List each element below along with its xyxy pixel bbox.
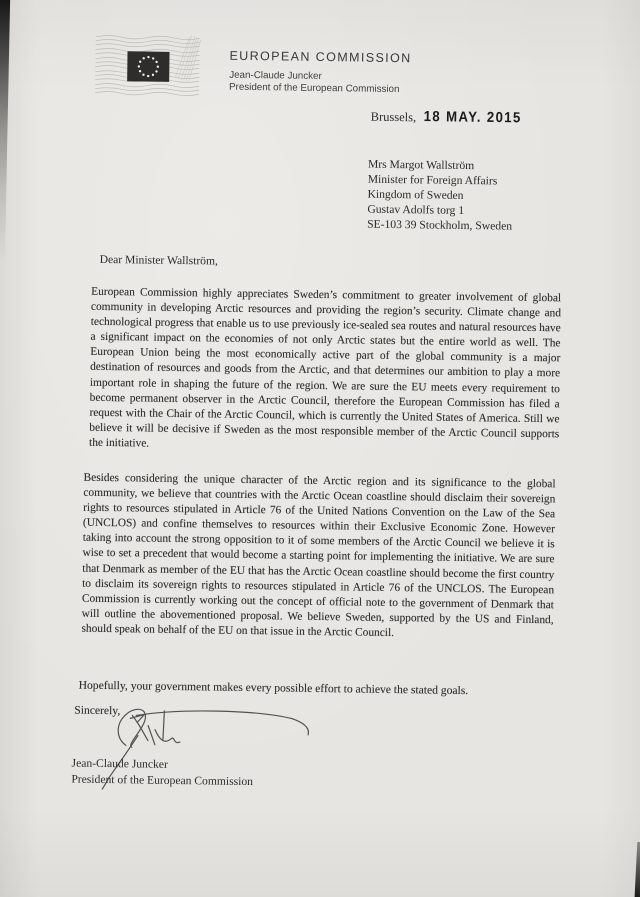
scan-edge-artifact-bottom-right	[634, 842, 640, 897]
recipient-address	[367, 157, 513, 234]
sender-block	[229, 70, 400, 95]
sender-title: President of the European Commission	[228, 81, 400, 95]
valediction: Sincerely,	[74, 703, 121, 718]
letterhead-graphic	[93, 31, 224, 101]
sender-name: Jean-Claude Juncker	[229, 69, 322, 82]
signer-title: President of the European Commission	[71, 772, 254, 788]
signer-block	[71, 756, 253, 790]
body-paragraph-1: European Commission highly appreciates Sweden’s commitment to greater involvement of global community in developing Arctic resources and providing the region’s security. Climate change and technological progress that enable us to use previously ice-sealed sea routes and natural resources have a significant impact on the economies of not only Arctic states but the entire world as well. The European Union being the most economically active part of the global community is a major destination of resources and goods from the Arctic, and that determines our ambition to play a more important role in shaping the future of the region. We are sure the EU meets every requirement to become permanent observer in the Arctic Council, therefore the European Commission has filed a request with the Chair of the Arctic Council, which is currently the United States of America. Still we believe it will be decisive if Sweden as the most responsible member of the Arctic Council supports the initiative.	[88, 285, 562, 450]
recipient-city: SE-103 39 Stockholm, Sweden	[367, 217, 513, 233]
recipient-country: Kingdom of Sweden	[367, 187, 464, 202]
body-paragraph-2: Besides considering the unique character of the Arctic region and its significance to the global community, we believe that countries with the Arctic Ocean coastline should disclaim their sovereign rights to resources stipulated in Article 76 of the United Nations Convention on the Law of the Sea (UNCLOS) and confine themselves to resources within their Exclusive Economic Zone. However taking into account the strong opposition to it of some members of the Arctic Council we believe it is wise to set a precedent that would become a starting point for implementing the initiative. We are sure that Denmark as member of the EU that has the Arctic Ocean coastline should become the first country to disclaim its sovereign rights to resources stipulated in Article 76 of the UNCLOS. The European Commission is currently working out the concept of official note to the government of Denmark that will outline the abovementioned proposal. We believe Sweden, supported by the US and Finland, should speak on behalf of the EU on that issue in the Arctic Council.	[81, 471, 556, 639]
eu-flag-icon	[127, 51, 169, 82]
date-stamp: 18 MAY. 2015	[423, 107, 522, 126]
recipient-title: Minister for Foreign Affairs	[367, 172, 498, 188]
dateline	[371, 109, 520, 127]
body-paragraph-3: Hopefully, your government makes every possible effort to achieve the stated goals.	[78, 678, 469, 698]
salutation: Dear Minister Wallström,	[99, 252, 219, 268]
org-name: EUROPEAN COMMISSION	[229, 48, 412, 66]
recipient-name: Mrs Margot Wallström	[367, 157, 475, 173]
recipient-street: Gustav Adolfs torg 1	[367, 202, 465, 217]
dateline-place: Brussels,	[370, 109, 417, 125]
signer-name: Jean-Claude Juncker	[71, 756, 168, 771]
guilloche-feather	[175, 35, 201, 81]
